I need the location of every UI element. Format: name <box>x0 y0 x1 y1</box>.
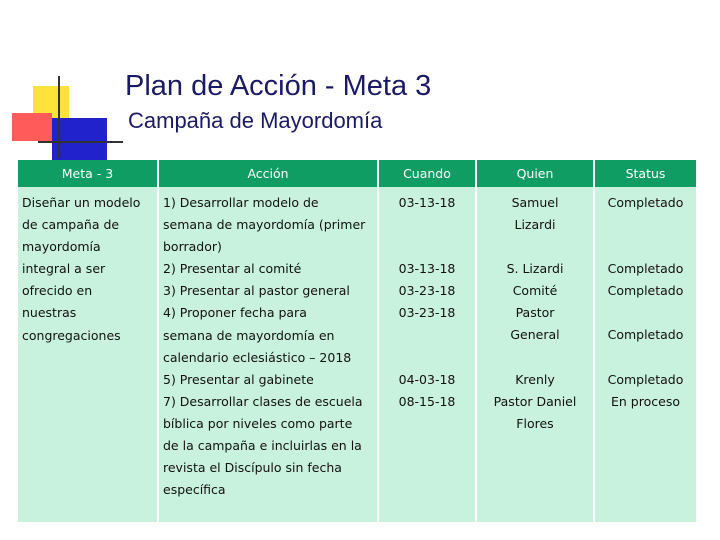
column-accion <box>159 160 377 522</box>
accion-text: 1) Desarrollar modelo de semana de mayordomía (primer borrador) 2) Presentar al comité 3) Presentar al pastor general 4) Proponer fecha para semana de mayordomía en calendario eclesiástico – 2018 5) Presentar al gabinete 7) Desarrollar clases de escuela bíblica por niveles como parte de la campaña e incluirlas en la revista el Discípulo sin fecha específica <box>163 195 366 498</box>
status-text-a: Completado <box>607 195 684 210</box>
column-quien <box>477 160 593 522</box>
header-cuando: Cuando <box>379 160 475 187</box>
cuando-text-a: 03-13-18 <box>398 195 456 210</box>
status-text-b: Completado Completado <box>607 261 684 299</box>
column-cuando <box>379 160 475 522</box>
cell-meta <box>18 187 157 522</box>
cuando-text-c: 04-03-18 08-15-18 <box>398 372 456 410</box>
quien-text-c: Krenly Pastor Daniel Flores <box>493 372 577 432</box>
header-meta: Meta - 3 <box>18 160 157 187</box>
quien-text-a: Samuel Lizardi <box>511 195 559 233</box>
column-meta <box>18 160 157 522</box>
cuando-text-b: 03-13-18 03-23-18 03-23-18 <box>398 261 456 321</box>
page-title: Plan de Acción - Meta 3 <box>125 70 432 102</box>
status-text-d: Completado En proceso <box>607 372 684 410</box>
quien-text-b: S. Lizardi Comité Pastor General <box>506 261 564 343</box>
cell-accion <box>159 187 377 522</box>
header-accion: Acción <box>159 160 377 187</box>
cell-quien <box>477 187 593 522</box>
column-status <box>595 160 696 522</box>
cell-cuando <box>379 187 475 522</box>
action-plan-table <box>18 160 696 522</box>
status-text-c: Completado <box>607 327 684 342</box>
meta-text: Diseñar un modelo de campaña de mayordomía integral a ser ofrecido en nuestras congregaciones <box>22 195 141 343</box>
cell-status <box>595 187 696 522</box>
header-status: Status <box>595 160 696 187</box>
decorative-logo <box>0 0 130 170</box>
header-quien: Quien <box>477 160 593 187</box>
page-subtitle: Campaña de Mayordomía <box>128 108 383 133</box>
